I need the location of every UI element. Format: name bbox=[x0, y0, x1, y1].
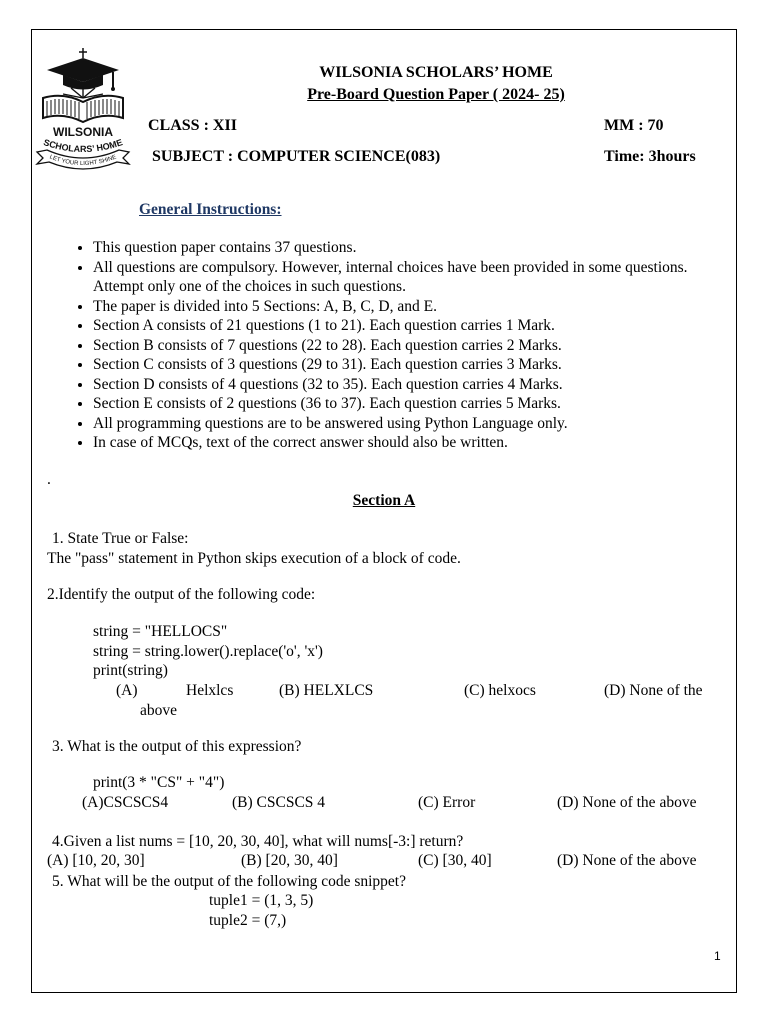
q2-code-line: string = string.lower().replace('o', 'x') bbox=[93, 643, 323, 660]
q2-option-d-continued: above bbox=[140, 702, 178, 719]
q3-question: 3. What is the output of this expression? bbox=[52, 738, 302, 755]
q2-option-a-label: (A) bbox=[116, 682, 138, 699]
school-name: WILSONIA SCHOLARS’ HOME bbox=[319, 64, 553, 81]
q4-option-c: (C) [30, 40] bbox=[418, 852, 492, 869]
q3-option-d: (D) None of the above bbox=[557, 794, 697, 811]
q4-question: 4.Given a list nums = [10, 20, 30, 40], what will nums[-3:] return? bbox=[52, 833, 464, 850]
q2-option-b: (B) HELXLCS bbox=[279, 682, 374, 699]
instruction-item: • Section B consists of 7 questions (22 to 28). Each question carries 2 Marks. bbox=[93, 336, 727, 356]
q3-option-c: (C) Error bbox=[418, 794, 476, 811]
instruction-item: • In case of MCQs, text of the correct answer should also be written. bbox=[93, 433, 727, 453]
q3-code: print(3 * "CS" + "4") bbox=[93, 774, 225, 791]
section-a-title: Section A bbox=[352, 492, 416, 509]
time-label: Time: 3hours bbox=[604, 148, 696, 165]
q3-option-b: (B) CSCSCS 4 bbox=[232, 794, 326, 811]
instruction-item: • All programming questions are to be answered using Python Language only. bbox=[93, 414, 727, 434]
instructions-list bbox=[47, 238, 727, 453]
instruction-item: • Section C consists of 3 questions (29 to 31). Each question carries 3 Marks. bbox=[93, 355, 727, 375]
instructions-heading: General Instructions: bbox=[139, 201, 282, 218]
paper-title: Pre-Board Question Paper ( 2024- 25) bbox=[307, 86, 565, 103]
q5-question: 5. What will be the output of the following code snippet? bbox=[52, 873, 406, 890]
logo-name: WILSONIA bbox=[53, 125, 113, 139]
q2-option-d: (D) None of the bbox=[604, 682, 703, 699]
svg-text:SCHOLARS’ HOME bbox=[42, 137, 124, 154]
q4-option-d: (D) None of the above bbox=[557, 852, 697, 869]
logo-arc-text: SCHOLARS’ HOME bbox=[42, 137, 124, 155]
q3-option-a: (A)CSCSCS4 bbox=[82, 794, 169, 811]
q4-option-a: (A) [10, 20, 30] bbox=[47, 852, 145, 869]
instruction-item: • Section D consists of 4 questions (32 to 35). Each question carries 4 Marks. bbox=[93, 375, 727, 395]
q2-question: 2.Identify the output of the following code: bbox=[47, 586, 316, 603]
q2-code-line: print(string) bbox=[93, 662, 168, 679]
instruction-item: • This question paper contains 37 questions. bbox=[93, 238, 727, 258]
q1-prompt: 1. State True or False: bbox=[52, 530, 189, 547]
instruction-item: • Section A consists of 21 questions (1 to 21). Each question carries 1 Mark. bbox=[93, 316, 727, 336]
q1-statement: The "pass" statement in Python skips execution of a block of code. bbox=[47, 550, 461, 567]
logo-motto: LET YOUR LIGHT SHINE bbox=[48, 154, 118, 168]
class-label: CLASS : XII bbox=[148, 117, 237, 134]
q2-option-a: Helxlcs bbox=[186, 682, 234, 699]
stray-dot: . bbox=[47, 471, 51, 488]
q4-option-b: (B) [20, 30, 40] bbox=[241, 852, 338, 869]
q2-option-c: (C) helxocs bbox=[464, 682, 536, 699]
instruction-item: • All questions are compulsory. However, internal choices have been provided in some questions. Attempt only one of the choices in such questions. bbox=[93, 258, 727, 297]
q5-code-line: tuple1 = (1, 3, 5) bbox=[209, 892, 314, 909]
subject-label: SUBJECT : COMPUTER SCIENCE(083) bbox=[152, 148, 441, 165]
q5-code-line: tuple2 = (7,) bbox=[209, 912, 287, 929]
marks-label: MM : 70 bbox=[604, 117, 664, 134]
q2-code-line: string = "HELLOCS" bbox=[93, 623, 228, 640]
instruction-item: • Section E consists of 2 questions (36 to 37). Each question carries 5 Marks. bbox=[93, 394, 727, 414]
instruction-item: • The paper is divided into 5 Sections: A, B, C, D, and E. bbox=[93, 297, 727, 317]
page-number: 1 bbox=[714, 949, 721, 963]
